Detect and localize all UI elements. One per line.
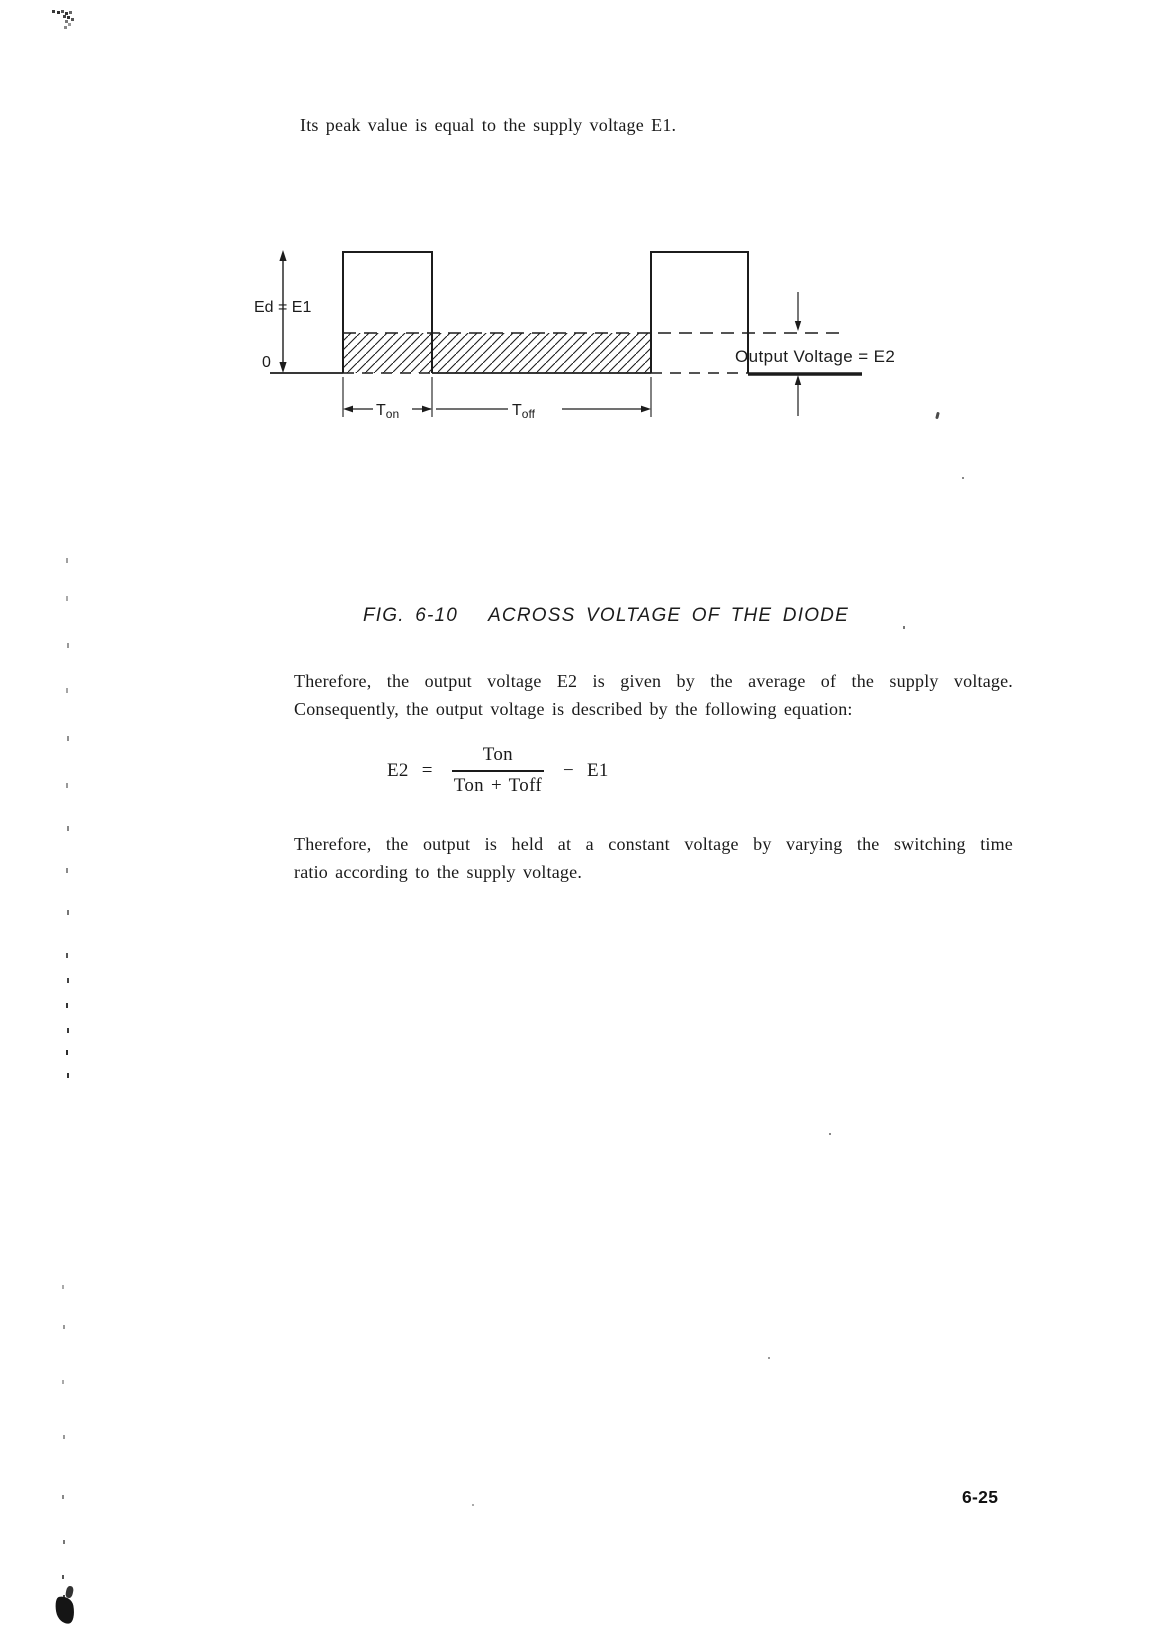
paragraph-2 xyxy=(294,831,1013,886)
paragraph-1-line-1: Therefore, the output voltage E2 is given by the average of the supply voltage. xyxy=(294,671,1013,691)
scan-artifact xyxy=(66,558,68,563)
hatch-area xyxy=(343,333,650,373)
equation-numerator: Ton xyxy=(452,744,544,772)
figure-number: FIG. 6-10 xyxy=(363,605,459,626)
equation-rhs: E1 xyxy=(587,759,609,781)
equation-denominator: Ton + Toff xyxy=(453,775,542,796)
figure-caption xyxy=(363,605,849,627)
paragraph-2-line-1: Therefore, the output is held at a constant voltage by varying the switching time xyxy=(294,834,1013,854)
scan-artifact xyxy=(829,1133,831,1135)
output-voltage-label: Output Voltage = E2 xyxy=(735,347,896,366)
scan-artifact xyxy=(54,1595,77,1626)
scan-artifact xyxy=(903,626,905,629)
scan-artifact xyxy=(65,1585,74,1598)
paragraph-1 xyxy=(294,668,1013,723)
waveform-figure xyxy=(240,228,940,428)
page-number: 6-25 xyxy=(962,1487,999,1507)
paragraph-1-line-2: Consequently, the output voltage is described by the following equation: xyxy=(294,698,853,719)
axis-label-zero: 0 xyxy=(262,354,271,371)
equation xyxy=(387,744,609,797)
right-arrow-icon xyxy=(422,406,432,413)
t-off-label: Toff xyxy=(512,402,535,421)
paragraph-2-line-2: ratio according to the supply voltage. xyxy=(294,861,583,882)
left-arrow-icon xyxy=(343,406,353,413)
right-arrow-icon xyxy=(641,406,651,413)
scan-artifact xyxy=(62,1285,64,1289)
down-arrow-icon xyxy=(795,321,801,331)
figure-title: ACROSS VOLTAGE OF THE DIODE xyxy=(488,605,849,626)
scan-artifact xyxy=(962,477,964,479)
scan-artifact xyxy=(52,10,55,13)
intro-text: Its peak value is equal to the supply voltage E1. xyxy=(300,115,677,135)
equation-fraction xyxy=(452,744,544,797)
pulse-2 xyxy=(651,252,748,373)
equation-lhs: E2 xyxy=(387,759,409,781)
equation-equals: = xyxy=(421,759,433,781)
t-on-label: Ton xyxy=(376,402,400,421)
axis-label-amplitude: Ed = E1 xyxy=(254,299,312,316)
scan-artifact xyxy=(472,1504,474,1506)
up-arrow-icon xyxy=(795,375,801,385)
equation-operator: − xyxy=(562,759,574,781)
scan-artifact xyxy=(768,1357,770,1359)
